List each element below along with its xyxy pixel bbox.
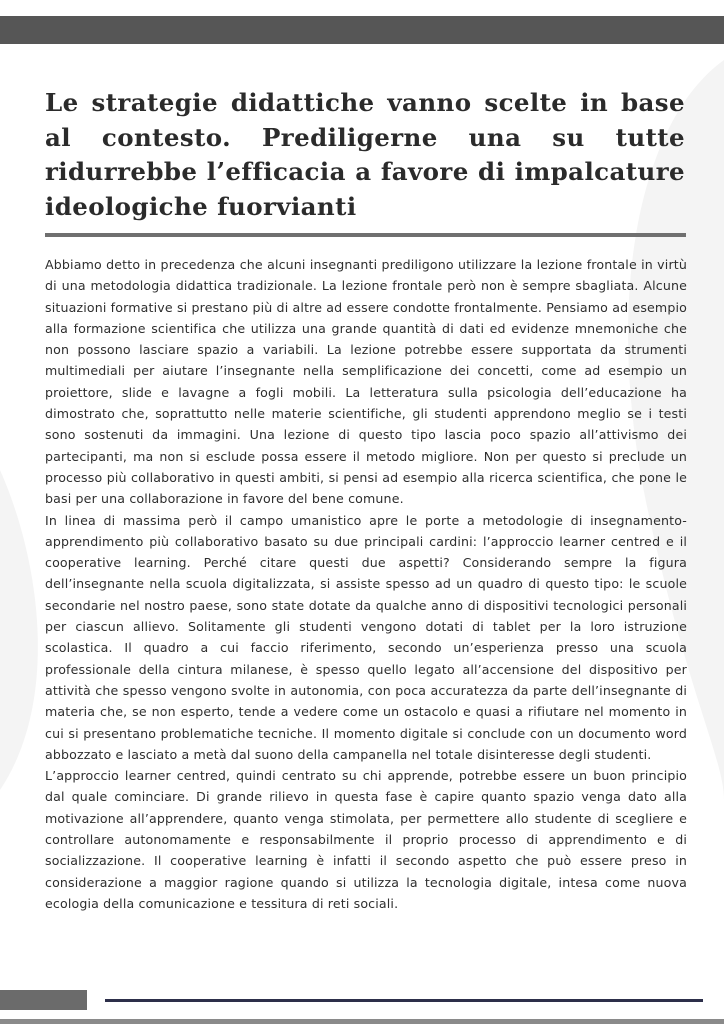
footer-block bbox=[0, 990, 87, 1010]
paragraph-3: L’approccio learner centred, quindi centrato su chi apprende, potrebbe essere un buon principio dal quale cominciare. Di grande rilievo in questa fase è capire quanto spazio venga dato alla motivazione all’apprendere, quanto venga stimolata, per permettere allo studente di scegliere e controllare autonomamente e responsabilmente il proprio processo di apprendimento e di socializzazione. Il cooperative learning è infatti il secondo aspetto che può essere preso in considerazione a maggior ragione quando si utilizza la tecnologia digitale, intesa come nuova ecologia della comunicazione e tessitura di reti sociali. bbox=[45, 768, 687, 911]
watermark-shape-left bbox=[0, 470, 38, 790]
bottom-edge bbox=[0, 1019, 724, 1024]
title-divider bbox=[45, 233, 686, 237]
footer-rule bbox=[105, 999, 703, 1002]
paragraph-2: In linea di massima però il campo umanistico apre le porte a metodologie di insegnamento-apprendimento più collaborativo basato su due principali cardini: l’approccio learner centred e il cooperative learning. Perché citare questi due aspetti? Considerando sempre la figura dell’insegnante nella scuola digitalizzata, si assiste spesso ad un quadro di questo tipo: le scuole secondarie nel nostro paese, sono state dotate da qualche anno di dispositivi tecnologici personali per ciascun allievo. Solitamente gli studenti vengono dotati di tablet per la loro istruzione scolastica. Il quadro a cui faccio riferimento, secondo un’esperienza presso una scuola professionale della cintura milanese, è spesso quello legato all’accensione del dispositivo per attività che spesso vengono svolte in autonomia, con poca accuratezza da parte dell’insegnante di materia che, se non esperto, tende a vedere come un ostacolo e quasi a rifiutare nel momento in cui si presentano problematiche tecniche. Il momento digitale si conclude con un documento word abbozzato e lasciato a metà dal suono della campanella nel totale disinteresse degli studenti. bbox=[45, 512, 687, 762]
paragraph-1: Abbiamo detto in precedenza che alcuni insegnanti prediligono utilizzare la lezione frontale in virtù di una metodologia didattica tradizionale. La lezione frontale però non è sempre sbagliata. Alcune situazioni formative si prestano più di altre ad essere condotte frontalmente. Pensiamo ad esempio alla formazione scientifica che utilizza una grande quantità di dati ed evidenze mnemoniche che non possono lasciare spazio a variabili. La lezione potrebbe essere supportata da strumenti multimediali per aiutare l’insegnante nella semplificazione dei concetti, come ad esempio un proiettore, slide e lavagne a fogli mobili. La letteratura sulla psicologia dell’educazione ha dimostrato che, soprattutto nelle materie scientifiche, gli studenti apprendono meglio se i testi sono sostenuti da immagini. Una lezione di questo tipo lascia poco spazio all’attivismo dei partecipanti, ma non si esclude possa essere il metodo migliore. Non per questo si preclude un processo più collaborativo in questi ambiti, si pensi ad esempio alla ricerca scientifica, che pone le basi per una collaborazione in favore del bene comune. bbox=[45, 257, 687, 507]
page-title: Le strategie didattiche vanno scelte in base al contesto. Prediligerne una su tutte ridurrebbe l’efficacia a favore di impalcature ideologiche fuorvianti bbox=[45, 88, 685, 221]
article-body bbox=[45, 254, 687, 914]
